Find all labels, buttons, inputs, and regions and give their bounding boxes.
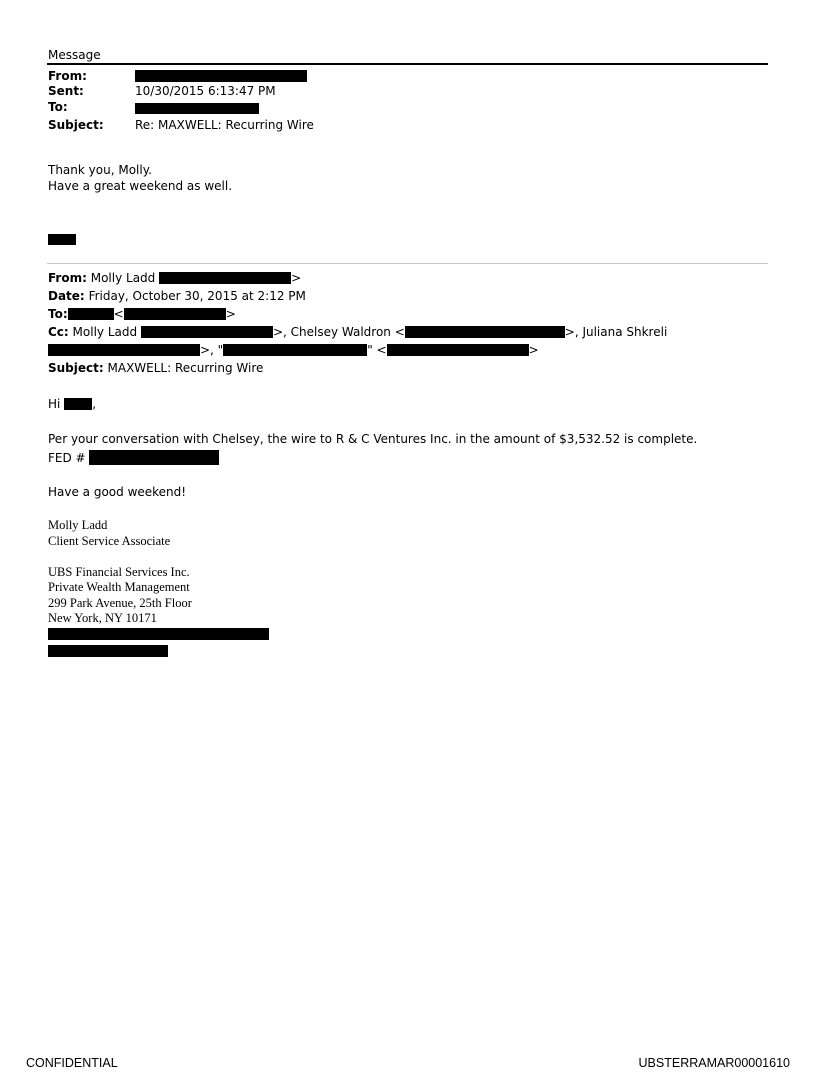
- signature-name: Molly Ladd: [48, 518, 108, 532]
- greeting: [48, 397, 96, 411]
- sent-value: 10/30/2015 6:13:47 PM: [135, 84, 276, 98]
- redacted-name: [64, 398, 92, 410]
- quoted-date-label: Date:: [48, 289, 85, 303]
- redacted-email: [387, 344, 529, 356]
- quoted-to-close: >: [225, 307, 236, 321]
- quoted-to-open: <: [113, 307, 124, 321]
- reply-line-1: Thank you, Molly.: [48, 163, 152, 177]
- quoted-cc-line: [48, 325, 667, 339]
- quoted-subject-value: MAXWELL: Recurring Wire: [107, 361, 264, 375]
- redacted-to-address: [135, 103, 259, 114]
- quoted-cc-line-2: [48, 343, 539, 357]
- to-label: To:: [48, 100, 68, 114]
- subject-label: Subject:: [48, 118, 104, 132]
- closing: Have a good weekend!: [48, 485, 187, 499]
- sent-label: Sent:: [48, 84, 84, 98]
- quoted-from-label: From:: [48, 271, 87, 285]
- redacted-email: [48, 344, 200, 356]
- quoted-cc-line2-part1: >, ": [200, 343, 224, 357]
- redacted-email: [159, 272, 291, 284]
- greeting-end: ,: [92, 397, 97, 411]
- quoted-to-label: To:: [48, 307, 68, 321]
- redacted-name: [223, 344, 367, 356]
- fed-label: FED #: [48, 451, 86, 465]
- from-label: From:: [48, 69, 87, 83]
- quoted-date-line: [48, 289, 306, 303]
- redacted-fed-number: [89, 450, 219, 465]
- signature-address-2: New York, NY 10171: [48, 611, 157, 625]
- redacted-contact-line-1: [48, 628, 269, 640]
- quoted-cc-line2-part3: >: [528, 343, 539, 357]
- reply-line-2: Have a great weekend as well.: [48, 179, 233, 193]
- redacted-from-address: [135, 70, 307, 82]
- redacted-email: [141, 326, 273, 338]
- greeting-start: Hi: [48, 397, 61, 411]
- quoted-cc-part2: >, Chelsey Waldron <: [272, 325, 405, 339]
- quoted-from-close: >: [291, 271, 302, 285]
- redacted-contact-line-2: [48, 645, 168, 657]
- signature-division: Private Wealth Management: [48, 580, 190, 594]
- quoted-date-value: Friday, October 30, 2015 at 2:12 PM: [88, 289, 306, 303]
- quoted-from-value: Molly Ladd: [90, 271, 156, 285]
- redacted-name: [68, 308, 114, 320]
- signature-company: UBS Financial Services Inc.: [48, 565, 190, 579]
- quoted-cc-label: Cc:: [48, 325, 69, 339]
- redacted-email: [124, 308, 226, 320]
- signature-title: Client Service Associate: [48, 534, 171, 548]
- quoted-cc-part1: Molly Ladd: [72, 325, 138, 339]
- message-title: Message: [48, 48, 101, 62]
- fed-line: [48, 450, 219, 465]
- quoted-to-line: [48, 307, 236, 321]
- redacted-sender-signature: [48, 234, 76, 245]
- footer-confidential: CONFIDENTIAL: [26, 1056, 118, 1070]
- footer-bates-number: UBSTERRAMAR00001610: [638, 1056, 790, 1070]
- quoted-subject-line: [48, 361, 263, 375]
- quoted-cc-part3: >, Juliana Shkreli: [564, 325, 668, 339]
- wire-paragraph: Per your conversation with Chelsey, the wire to R & C Ventures Inc. in the amount of $3,532.52 is complete.: [48, 432, 698, 446]
- subject-value: Re: MAXWELL: Recurring Wire: [135, 118, 314, 132]
- quoted-from-line: [48, 271, 301, 285]
- quoted-subject-label: Subject:: [48, 361, 104, 375]
- header-rule: [47, 63, 768, 65]
- quoted-separator: [47, 263, 768, 264]
- signature-address-1: 299 Park Avenue, 25th Floor: [48, 596, 192, 610]
- quoted-cc-line2-part2: " <: [367, 343, 387, 357]
- redacted-email: [405, 326, 565, 338]
